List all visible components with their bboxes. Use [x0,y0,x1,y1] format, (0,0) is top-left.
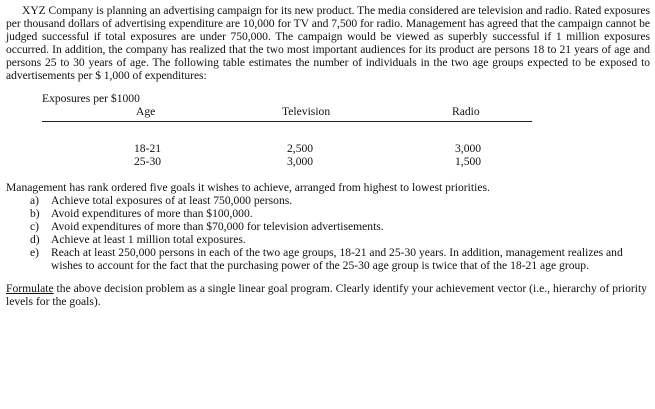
goal-text: Achieve at least 1 million total exposures. [51,233,246,246]
table-caption: Exposures per $1000 [42,92,140,105]
row-1-television: 2,500 [287,142,314,155]
goal-text: Avoid expenditures of more than $100,000. [51,207,253,220]
exposures-table [6,92,650,170]
table-header-row [42,105,532,122]
header-television: Television [282,105,331,118]
task-instruction [6,282,650,308]
header-radio: Radio [452,105,480,118]
goal-text: Avoid expenditures of more than $70,000 for television advertisements. [51,220,384,233]
problem-document [6,4,650,308]
row-1-age: 18-21 [134,142,162,155]
row-2-television: 3,000 [287,155,314,168]
goal-marker: d) [30,233,40,246]
goal-item-a [30,194,650,207]
goal-marker: c) [30,220,40,233]
goal-item-d [30,233,650,246]
row-1-radio: 3,000 [455,142,482,155]
task-keyword: Formulate [6,282,54,295]
goals-intro: Management has rank ordered five goals it wishes to achieve, arranged from highest to lowest priorities. [6,181,490,194]
goal-item-c [30,220,650,233]
task-text: the above decision problem as a single linear goal program. Clearly identify your achievement vector (i.e., hierarchy of priority levels for the goals). [6,282,647,308]
problem-intro-paragraph: XYZ Company is planning an advertising campaign for its new product. The media considered are television and radio. Rated exposures per thousand dollars of advertising expenditure are 10,000 for TV and 7,500 for radio. Management has agreed that the campaign cannot be judged successful if total exposures are under 750,000. The campaign would be viewed as superbly successful if 1 million exposures occurred. In addition, the company has realized that the two most important audiences for its product are persons 18 to 21 years of age and persons 25 to 30 years of age. The following table estimates the number of individuals in the two age groups expected to be exposed to advertisements per $ 1,000 of expenditures: [6,4,650,82]
goal-item-e [30,246,650,272]
goal-item-b [30,207,650,220]
goal-text: Reach at least 250,000 persons in each of the two age groups, 18-21 and 25-30 years. In addition, management realizes and wishes to account for the fact that the purchasing power of the 25-30 age group is twice that of the 18-21 age group. [51,246,623,272]
goal-marker: b) [30,207,40,220]
header-age: Age [136,105,156,118]
row-2-age: 25-30 [134,155,162,168]
goal-marker: a) [30,194,40,207]
row-2-radio: 1,500 [455,155,482,168]
goal-text: Achieve total exposures of at least 750,000 persons. [51,194,293,207]
goals-list [6,194,650,272]
goal-marker: e) [30,246,40,259]
